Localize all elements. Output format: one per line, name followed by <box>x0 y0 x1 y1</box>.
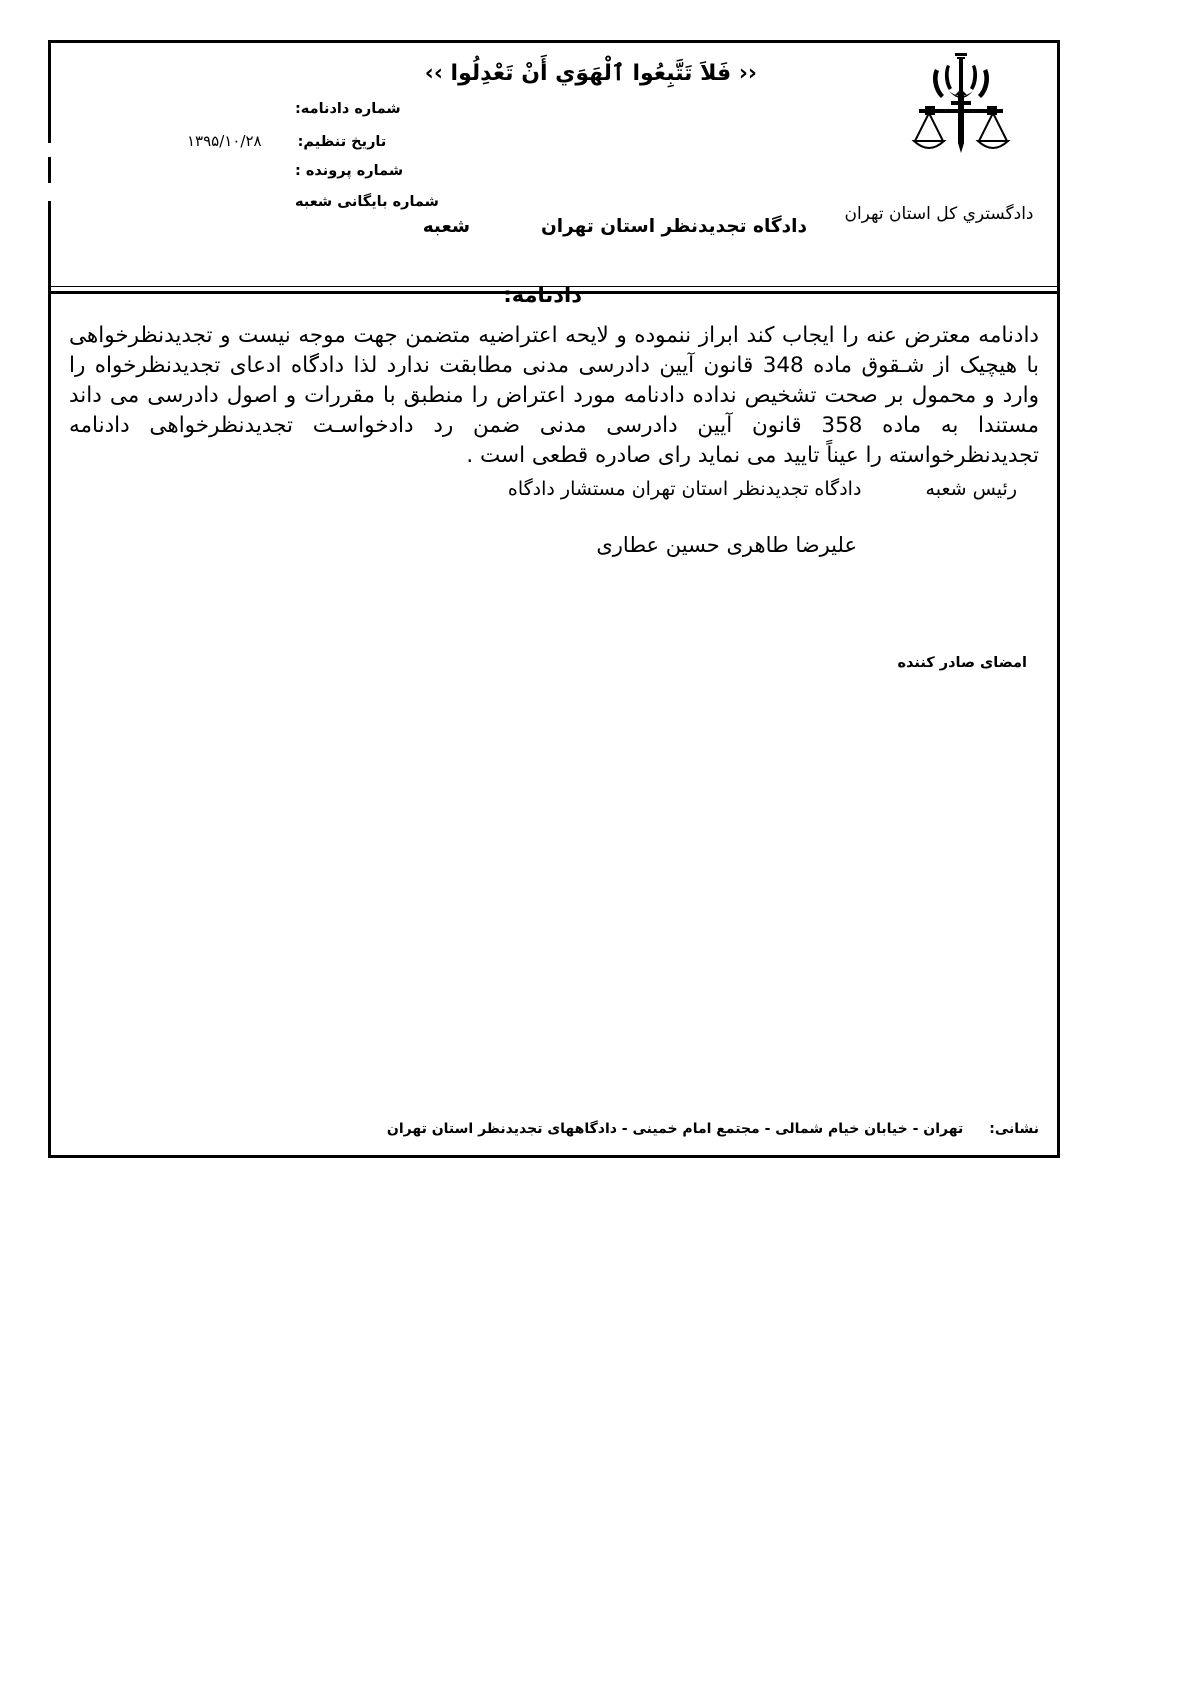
organization-name: دادگستري كل استان تهران <box>844 204 1034 224</box>
meta-row-verdict-number <box>187 101 447 132</box>
verdict-body <box>69 321 1039 471</box>
issuer-signature-label: امضای صادر کننده <box>897 655 1027 671</box>
document-meta-fields <box>187 101 447 225</box>
branch-court-line <box>423 216 807 237</box>
document-frame <box>48 40 1060 1158</box>
quranic-quote: ‹‹ فَلاَ تَتَّبِعُوا ٱلْهَوَي أَنْ تَعْدِلُوا ›› <box>424 61 757 86</box>
meta-label: شماره بایگانی شعبه <box>295 194 439 210</box>
branch-prefix: شعبه <box>422 216 471 237</box>
meta-row-archive-number <box>187 194 447 225</box>
signature-role-line <box>508 478 1017 500</box>
meta-label: تاریخ تنظیم: <box>297 134 387 150</box>
signature-role-court: دادگاه تجدیدنظر استان تهران مستشار دادگاه <box>507 478 862 500</box>
meta-value-date: ۱۳۹۵/۱۰/۲۸ <box>187 132 262 150</box>
footer-address-label: نشانی: <box>989 1121 1039 1137</box>
meta-label: شماره دادنامه: <box>295 101 401 117</box>
meta-row-date <box>187 132 447 163</box>
footer-address-value: تهران - خیابان خیام شمالی - مجتمع امام خمینی - دادگاههای تجدیدنظر استان تهران <box>386 1121 964 1137</box>
meta-row-case-number <box>187 163 447 194</box>
verdict-body-paragraph: دادنامه معترض عنه را ایجاب كند ابراز ننموده و لایحه اعتراضیه متضمن جهت موجه نیست و تجدیدنظرخواهی با هیچیک از شـقوق ماده 348 قانون آیین دادرسی مدنی مطابقت ندارد لذا دادگاه ادعای تجدیدنظرخواه را وارد و محمول بر صحت تشخیص نداده دادنامه مورد اعتراض را منطبق با مقررات و اصول دادرسی می داند مستندا به ماده 358 قانون آیین دادرسی مدنی ضمن رد دادخواسـت تجدیدنظرخواهی دادنامه تجدیدنظرخواسته را عیناً تایید می نماید رای صادره قطعی است . <box>69 323 1039 468</box>
footer-address <box>69 1121 1039 1137</box>
frame-notch <box>47 143 52 157</box>
branch-court-name: دادگاه تجدیدنظر استان تهران <box>541 216 807 237</box>
verdict-label: دادنامه: <box>503 283 582 307</box>
meta-label: شماره پرونده : <box>295 163 404 179</box>
signature-names: علیرضا طاهری حسین عطاری <box>596 533 857 557</box>
iran-judiciary-emblem-icon <box>905 51 1017 169</box>
frame-notch <box>47 183 52 201</box>
signature-role-prefix: رئیس شعبه <box>925 478 1017 500</box>
